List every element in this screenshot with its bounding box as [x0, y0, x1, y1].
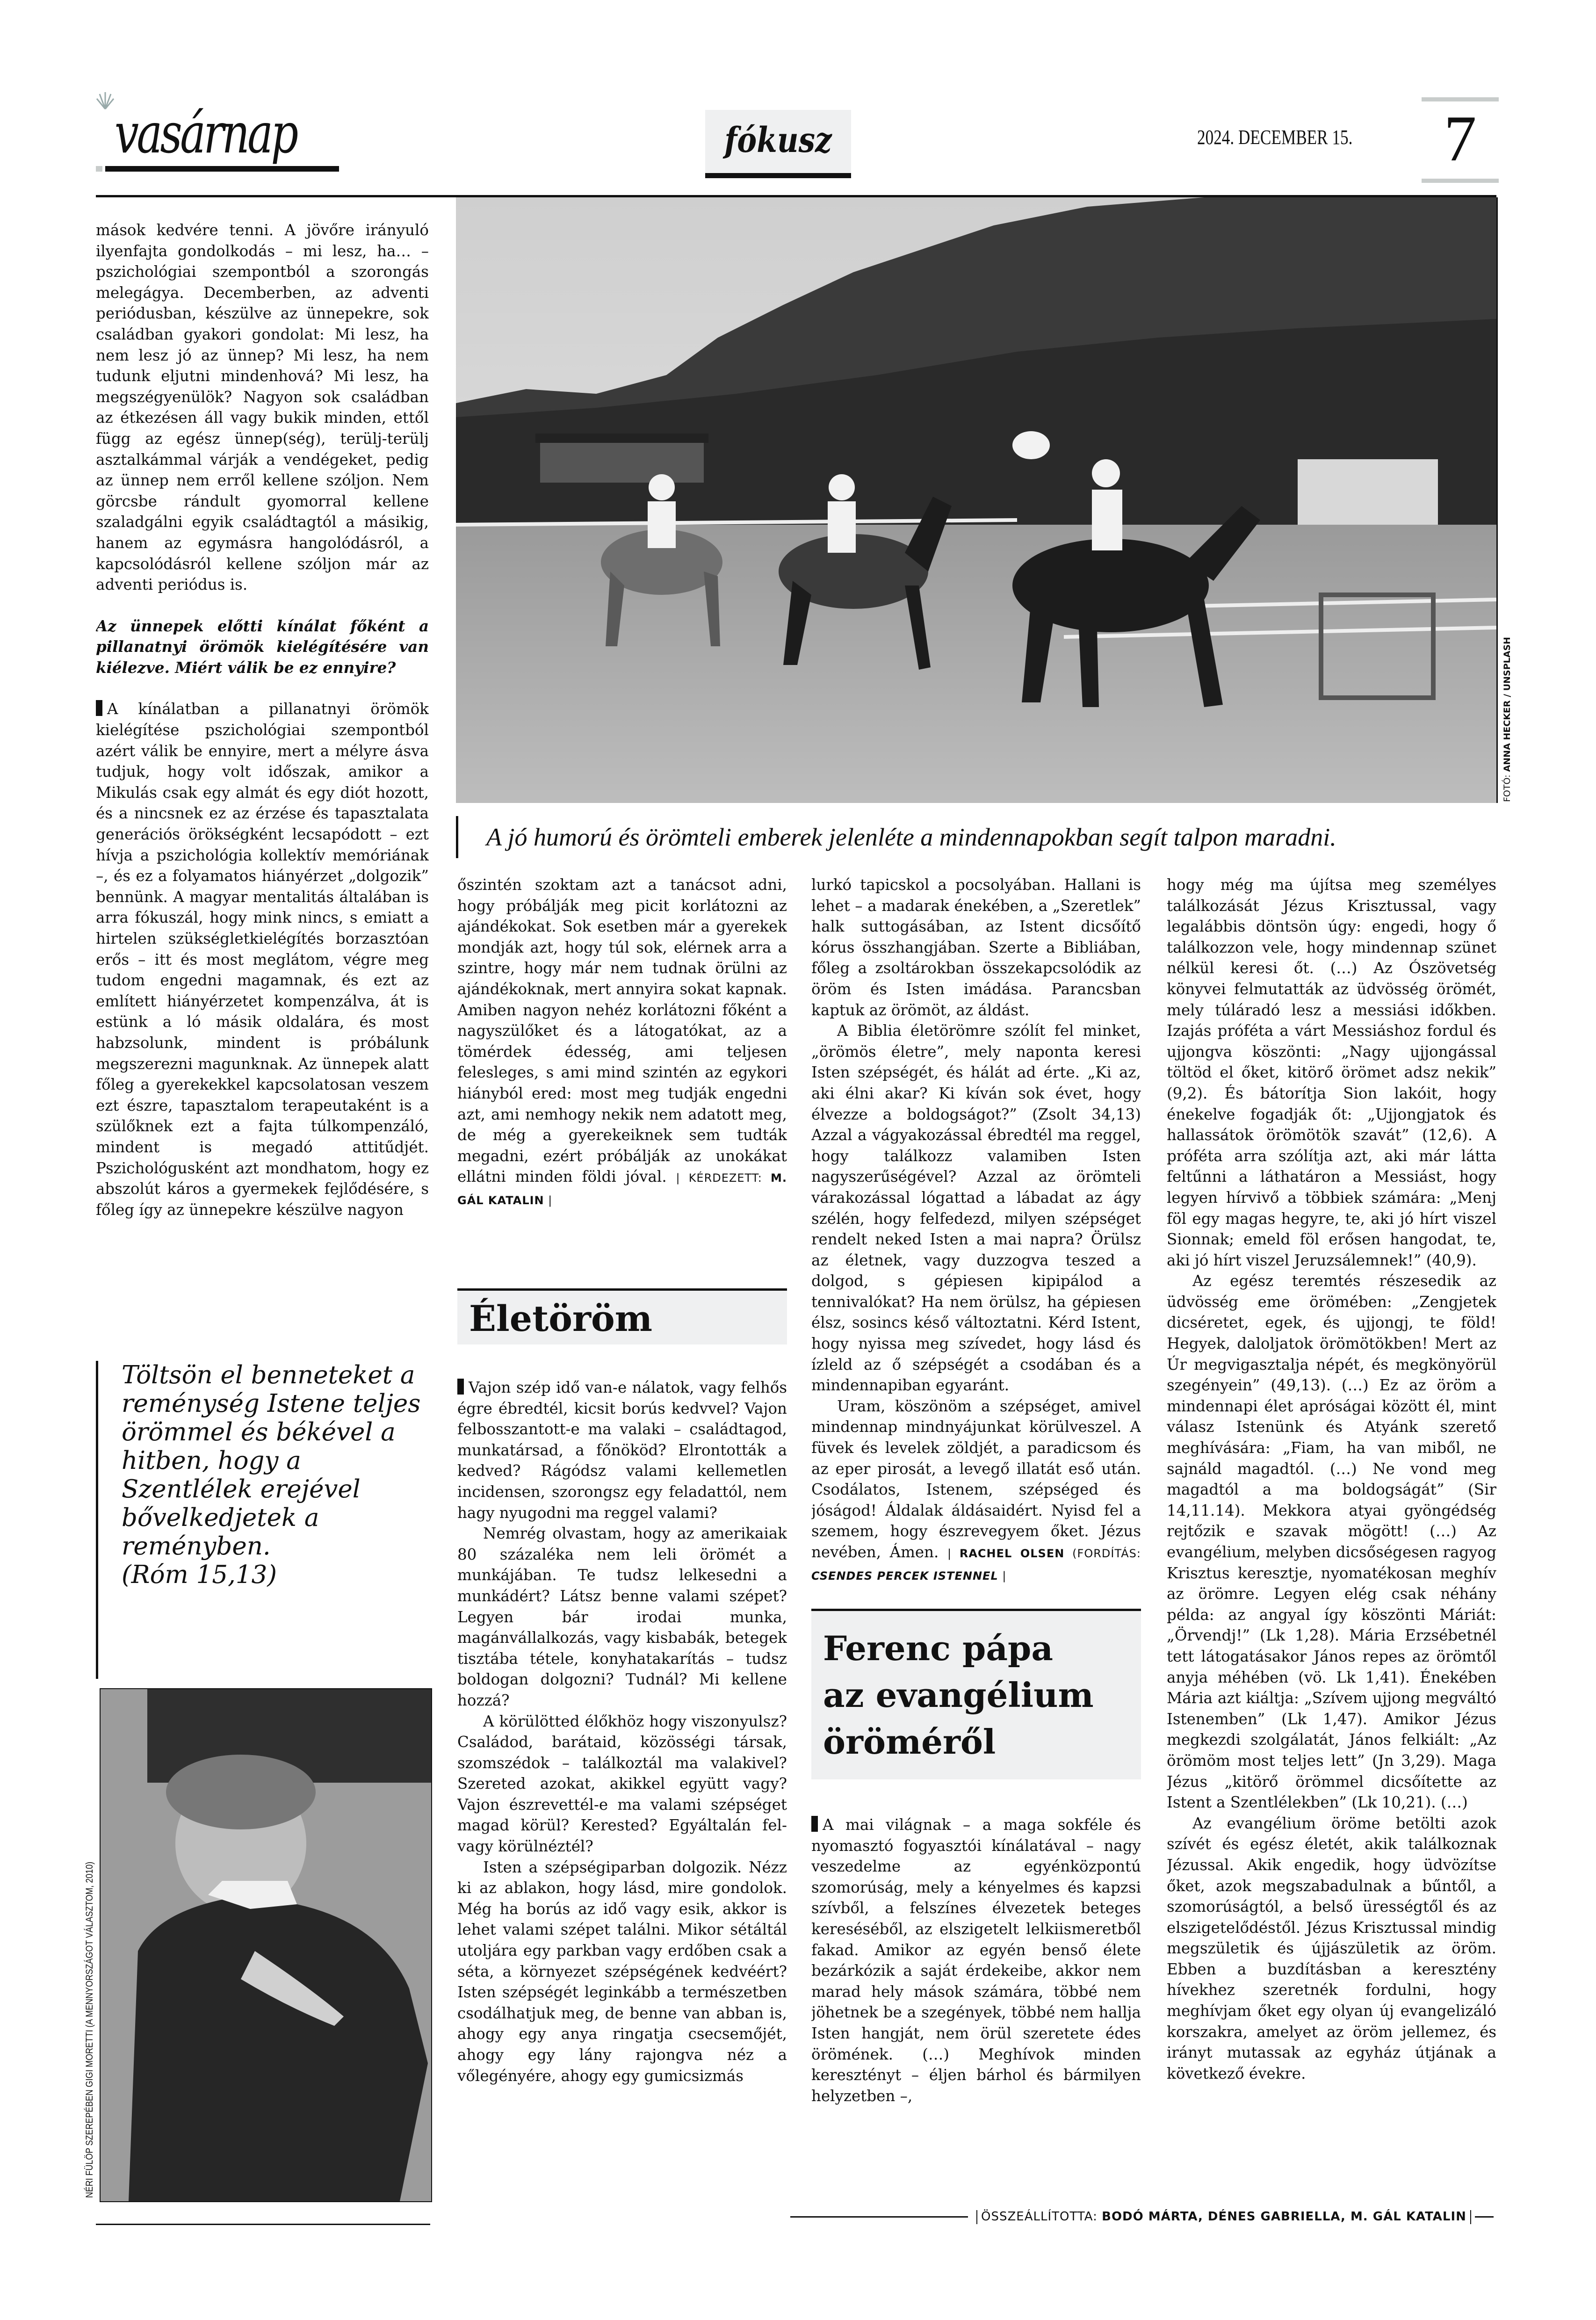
ferenc-paragraph — [811, 1814, 1141, 2106]
eletorom-paragraph: A Biblia életörömre szólít fel minket, „örömös életre”, mely naponta keresi Isten szépségét, és hálát ad érte. „Ki az, aki élni akar? Ki kíván sok évet, hogy élvezze a boldogságot?” (Zsolt 34,13) Azzal a vágyakozással ébredtél ma reggel, hogy találkozz valamiben Isten nagyszerűségével? Azzal az örömteli várakozással lógattad a lábadat az ágy szélén, hogy felfedezd, milyen szépséget rendelt neked Isten a mai napra? Örülsz az életnek, vagy duzzogva teszed a dolgod, s gépiesen kipipálod a tennivalókat? Ha nem örülsz, ha gépiesen élsz, sosincs késő változtatni. Kérd Istent, hogy nyissa meg szívedet, hogy lásd és ízleld az ő szépségét a csodában és a mindennapiban egyaránt. — [811, 1022, 1141, 1395]
page-number: 7 — [1422, 97, 1499, 183]
sunburst-icon — [96, 91, 115, 110]
footer-names: BODÓ MÁRTA, DÉNES GABRIELLA, M. GÁL KATALIN — [1102, 2210, 1466, 2224]
ferenc-column-1 — [811, 1814, 1141, 2198]
photo-credit-label: FOTÓ: — [1502, 774, 1512, 802]
interview-column-2 — [457, 875, 787, 1249]
ferenc-text: A mai világnak – a maga sokféle és nyomasztó fogyasztói kínálatával – nagy veszedelme az egyénközpontú szomorúság, mely a kényelmes és kapzsi szívből, a felszínes élvezetek beteges kereséséből, az elszigetelt lelkiismeretből fakad. Amikor az egyén benső élete bezárkózik a saját érdekeibe, akkor nem marad hely mások számára, többé nem jöhetnek be a szegények, többé nem hallja Isten hangját, nem örül szeretete édes örömének. (…) Meghívok minden keresztényt – éljen bárhol és bármilyen helyzetben –, — [811, 1816, 1141, 2105]
interview-paragraph: mások kedvére tenni. A jövőre irányuló ilyenfajta gondolkodás – mi lesz, ha… – pszichológiai szempontból a szorongás melegágya. Decemberben, az adventi periódusban, készülve az ünnepekre, sok családban gyakori gondolat: Mi lesz, ha nem lesz jó az ünnep? Mi lesz, ha nem tudunk eljutni mindenhová? Mi lesz, ha megszégyenülök? Nagyon sok családban az étkezésen áll vagy bukik minden, ettől függ az egész ünnep(ség), terülj-terülj asztalkámmal várják a vendégeket, pedig az ünnep nem erről kellene szóljon. Nem görcsbe rándult gyomorral kellene szaladgálni egyik családtagtól a másikig, hanem az egymásra hangolódásról, a kapcsolódásról kellene szóljon már az adventi periódus is. — [96, 221, 429, 594]
interview-column-1 — [96, 220, 429, 1342]
eletorom-paragraph: lurkó tapicskol a pocsolyában. Hallani is lehet – a madarak énekében, a „Szeretlek” halk suttogásában, az Istent dicsőítő kórus összhangjában. Szerte a Bibliában, főleg a zsoltárokban összekapcsolódik az öröm és Isten imádása. Parancsban kaptuk az örömöt, az áldást. — [811, 876, 1141, 1019]
heading-line: Ferenc pápa — [823, 1628, 1053, 1668]
ferenc-heading — [811, 1609, 1141, 1779]
eletorom-text: Vajon szép idő van-e nálatok, vagy felhős égre ébredtél, kicsit borús kedvvel? Vajon felbosszantott-e ma valaki – családtagod, munkatársad, a főnököd? Elrontották a kedved? Rágódsz valami kellemetlen incidensen, szorongsz egy feladattól, nem hagy nyugodni ma reggel valami? — [457, 1379, 787, 1522]
byline-label: KÉRDEZETT: — [688, 1171, 762, 1185]
section-label — [705, 110, 851, 178]
side-photo-caption: NÉRI FÜLÖP SZEREPÉBEN GIGI MORETTI (A MENNYORSZÁGOT VÁLASZTOM, 2010) — [84, 1861, 95, 2198]
eletorom-column-2 — [811, 875, 1141, 1585]
footer-divider — [1470, 2210, 1471, 2224]
byline-label: (FORDÍTÁS: — [1072, 1547, 1141, 1560]
byline-author: RACHEL OLSEN — [959, 1547, 1065, 1560]
logo-underline — [105, 166, 339, 172]
interview-byline: | KÉRDEZETT: M. GÁL KATALIN | — [457, 1171, 787, 1207]
heading-line: öröméről — [823, 1722, 996, 1762]
ferenc-column-2 — [1167, 875, 1496, 2198]
photo-credit-name: ANNA HECKER / UNSPLASH — [1502, 636, 1512, 772]
footer-divider — [976, 2210, 977, 2224]
eletorom-paragraph — [457, 1377, 787, 1523]
photo-caption: A jó humorú és örömteli emberek jelenléte a mindennapokban segít talpon maradni. — [456, 816, 1496, 858]
compiled-by-footer — [790, 2205, 1496, 2228]
paragraph-marker-icon — [811, 1816, 818, 1832]
bible-quote — [96, 1361, 430, 1679]
newspaper-logo — [96, 101, 358, 171]
eletorom-paragraph — [811, 1396, 1141, 1585]
ferenc-paragraph: Az egész teremtés részesedik az üdvösség eme örömében: „Zengjetek dicséretet, egek, és ujjongj, te föld! Hegyek, daloljatok örömötökben! Mert az Úr megvigasztalja népét, és megkönyörül szegényein” (49,13). (…) Ez az öröm a mindennapi élet apróságai között él, mint válasz Istenünk és Atyánk szerető meghívására: „Fiam, ha van miből, ne sajnáld magadtól. (…) Ne vond meg magadtól a ma boldogságát” (Sir 14,11.14). Mekkora atyai gyöngédség rejtőzik e szavak mögött! (…) Az evangélium, melyben dicsőségesen ragyog Krisztus keresztje, nyomatékosan meghív az örömre. Legyen elég csak néhány példa: az angyal így köszönti Máriát: „Örvendj!” (Lk 1,28). Mária Erzsébetnél tett látogatásakor János repes az örömtől anyja méhében (vö. Lk 1,41). Énekében Mária azt kiáltja: „Szívem ujjong megváltó Istenemben” (Lk 1,47). Amikor Jézus megkezdi szolgálatát, János felkiált: „Az örömöm most teljes lett” (Jn 3,29). Maga Jézus „kitörő örömmel dicsőítette az Istent a Szentlélekben” (Lk 10,21). (…) — [1167, 1272, 1496, 1812]
logo-text: vasárnap — [115, 101, 296, 166]
interview-answer — [96, 699, 429, 1220]
main-photo-nuns-on-horses — [456, 197, 1498, 803]
heading-line: az evangélium — [823, 1675, 1094, 1715]
side-photo-actor — [100, 1688, 432, 2202]
quote-text: Töltsön el benneteket a reménység Istene teljes örömmel és békével a hitben, hogy a Szentlélek erejével bővelkedjetek a reményben. — [122, 1361, 421, 1561]
footer-rule — [1475, 2216, 1494, 2218]
eletorom-byline: | RACHEL OLSEN (FORDÍTÁS: CSENDES PERCEK ISTENNEL | — [811, 1547, 1141, 1583]
section-text: fókusz — [724, 120, 832, 160]
eletorom-paragraph: A körülötted élőkhöz hogy viszonyulsz? Családod, barátaid, közösségi társak, szomszédok – találkoztál ma valakivel? Szereted azokat, akikkel együtt vagy? Vajon észrevettél-e ma valami szépséget magad körül? Kerested? Egyáltalán fel- vagy körülnéztél? — [457, 1712, 787, 1856]
quote-reference: (Róm 15,13) — [122, 1561, 277, 1589]
eletorom-text: Uram, köszönöm a szépséget, amivel mindennap mindnyájunkat körülveszel. A füvek és levelek zöldjét, a paradicsom és az eper pirosát, a levegő illatát eső után. Csodálatos, Istenem, szépséged és jóságod! Áldalak áldásaidért. Nyisd fel a szemem, hogy észrevegyem őket. Jézus nevében, Ámen. — [811, 1397, 1141, 1561]
footer-rule — [790, 2216, 968, 2218]
column-bottom-rule — [96, 2224, 430, 2225]
eletorom-paragraph: Nemrég olvastam, hogy az amerikaiak 80 százaléka nem leli örömét a munkájában. Te tudsz lelkesedni a munkádért? Látsz benne valami szépet? Legyen bár irodai munka, magánvállalkozás, vagy kisbabák, betegek tisztába tétele, konyhatakarítás – tudsz boldogan dolgozni? Tudnál? Mi kellene hozzá? — [457, 1525, 787, 1709]
photo-credit — [1502, 637, 1512, 802]
byline-name: M. GÁL KATALIN — [457, 1171, 787, 1207]
issue-date: 2024. DECEMBER 15. — [1197, 126, 1353, 149]
footer-label: ÖSSZEÁLLÍTOTTA: — [981, 2210, 1098, 2224]
paragraph-marker-icon — [457, 1379, 464, 1395]
logo-accent — [96, 166, 102, 172]
eletorom-paragraph: Isten a szépségiparban dolgozik. Nézz ki az ablakon, hogy lásd, mire gondolok. Még ha borús az idő vagy esik, akkor is lehet valami szépet találni. Mikor sétáltál utoljára egy parkban vagy erdőben csak a séta, a környezet szépségének kedvéért? Isten szépségét leginkább a természetben csodálhatjuk meg, de benne van abban is, ahogy egy anya ringatja csecsemőjét, ahogy egy lány rajongva néz a vőlegényére, ahogy egy gumicsizmás — [457, 1858, 787, 2085]
interview-question: Az ünnepek előtti kínálat főként a pillanatnyi örömök kielégítésére van kiélezve. Miért válik be ez ennyire? — [96, 616, 429, 677]
interview-answer-continued: őszintén szoktam azt a tanácsot adni, hogy próbálják meg picit korlátozni az ajándékokat. Sok esetben már a gyerekek mondják azt, hogy túl sok, elérnek arra a szintre, hogy már nem tudnak örülni az ajándékoknak, mert annyira sokat kapnak. Amiben nagyon nehéz korlátozni főként a nagyszülőket és a látogatókat, az a tömérdek édesség, ami teljesen felesleges, s ami mind szintén az egykori hiányból ered: most meg tudják engedni azt, ami nemhogy nekik nem adatott meg, de még a gyerekeiknek sem tudták megadni, ezért próbálják az unokákat ellátni minden földi jóval. — [457, 876, 787, 1186]
ferenc-paragraph: Az evangélium öröme betölti azok szívét és egész életét, akik találkoznak Jézussal. Akik engedik, hogy üdvözítse őket, azok megszabadulnak a bűntől, a szomorúságtól, a belső ürességtől és az elszigetelődéstől. Jézus Krisztussal mindig megszületik és újjászületik az öröm. Ebben a buzdításban a keresztény hívekhez szeretnék fordulni, hogy meghívjam őket egy olyan új evangelizáló korszakra, amelyet az öröm jellemez, és irányt mutassak az egyház útjának a következő évekre. — [1167, 1814, 1496, 2082]
eletorom-heading: Életöröm — [457, 1288, 787, 1344]
ferenc-paragraph: hogy még ma újítsa meg személyes találkozását Jézus Krisztussal, vagy legalábbis döntsön úgy: engedi, hogy ő találkozzon vele, hogy mindennap szünet nélkül keresi őt. (…) Az Ószövetség könyvei felmutatták az üdvösség örömét, mely túláradó lesz a messiási időkben. Izajás próféta a várt Messiáshoz fordul és ujjongva köszönti: „Nagy ujjongással töltöd el őket, kitörő örömet adsz nekik” (9,2). És bátorítja Sion lakóit, hogy énekelve fogadják őt: „Ujjongjatok és hallassátok örömötök szavát” (12,6). A próféta arra szólítja azt, aki már látta feltűnni a láthatáron a Messiást, hogy legyen hírvivő a többiek számára: „Menj föl egy magas hegyre, te, aki jó hírt viszel Sionnak; emeld föl erősen hangodat, te, aki jó hírt viszel Jeruzsálemnek!” (40,9). — [1167, 876, 1496, 1269]
paragraph-marker-icon — [96, 700, 102, 716]
eletorom-column-1 — [457, 1377, 787, 2200]
byline-source: CSENDES PERCEK ISTENNEL — [811, 1569, 998, 1583]
interview-answer-text: A kínálatban a pillanatnyi örömök kielégítése pszichológiai szempontból azért válik be ennyire, mert a mélyre ásva tudjuk, hogy volt időszak, amikor a Mikulás csak egy almát és egy diót hozott, és a nincsnek ez az érzése és tapasztalata generációs örökségként lecsapódott – ezt hívja a pszichológia kollektív memóriának –, és ez a folyamatos hiányérzet „dolgozik” bennünk. A magyar mentalitás általában is arra fókuszál, hogy mink nincs, s emiatt a hirtelen szükségletkielégítés borzasztóan erős – itt és most meglátom, végre meg tudom engedni magamnak, és ezt az említett hiányérzetet kompenzálva, át is estünk a ló másik oldalára, és most habzsolunk, mindent is próbálunk megszerezni magunknak. Az ünnepek alatt főleg a gyerekekkel kapcsolatosan veszem ezt észre, tapasztalom terapeutaként is a szülőknek ezt a fajta túlkompenzáló, mindent is megadó attitűdjét. Pszichológusként azt mondhatom, hogy ez abszolút káros a gyermekek fejlődésére, s főleg így az ünnepekre készülve nagyon — [96, 700, 429, 1219]
